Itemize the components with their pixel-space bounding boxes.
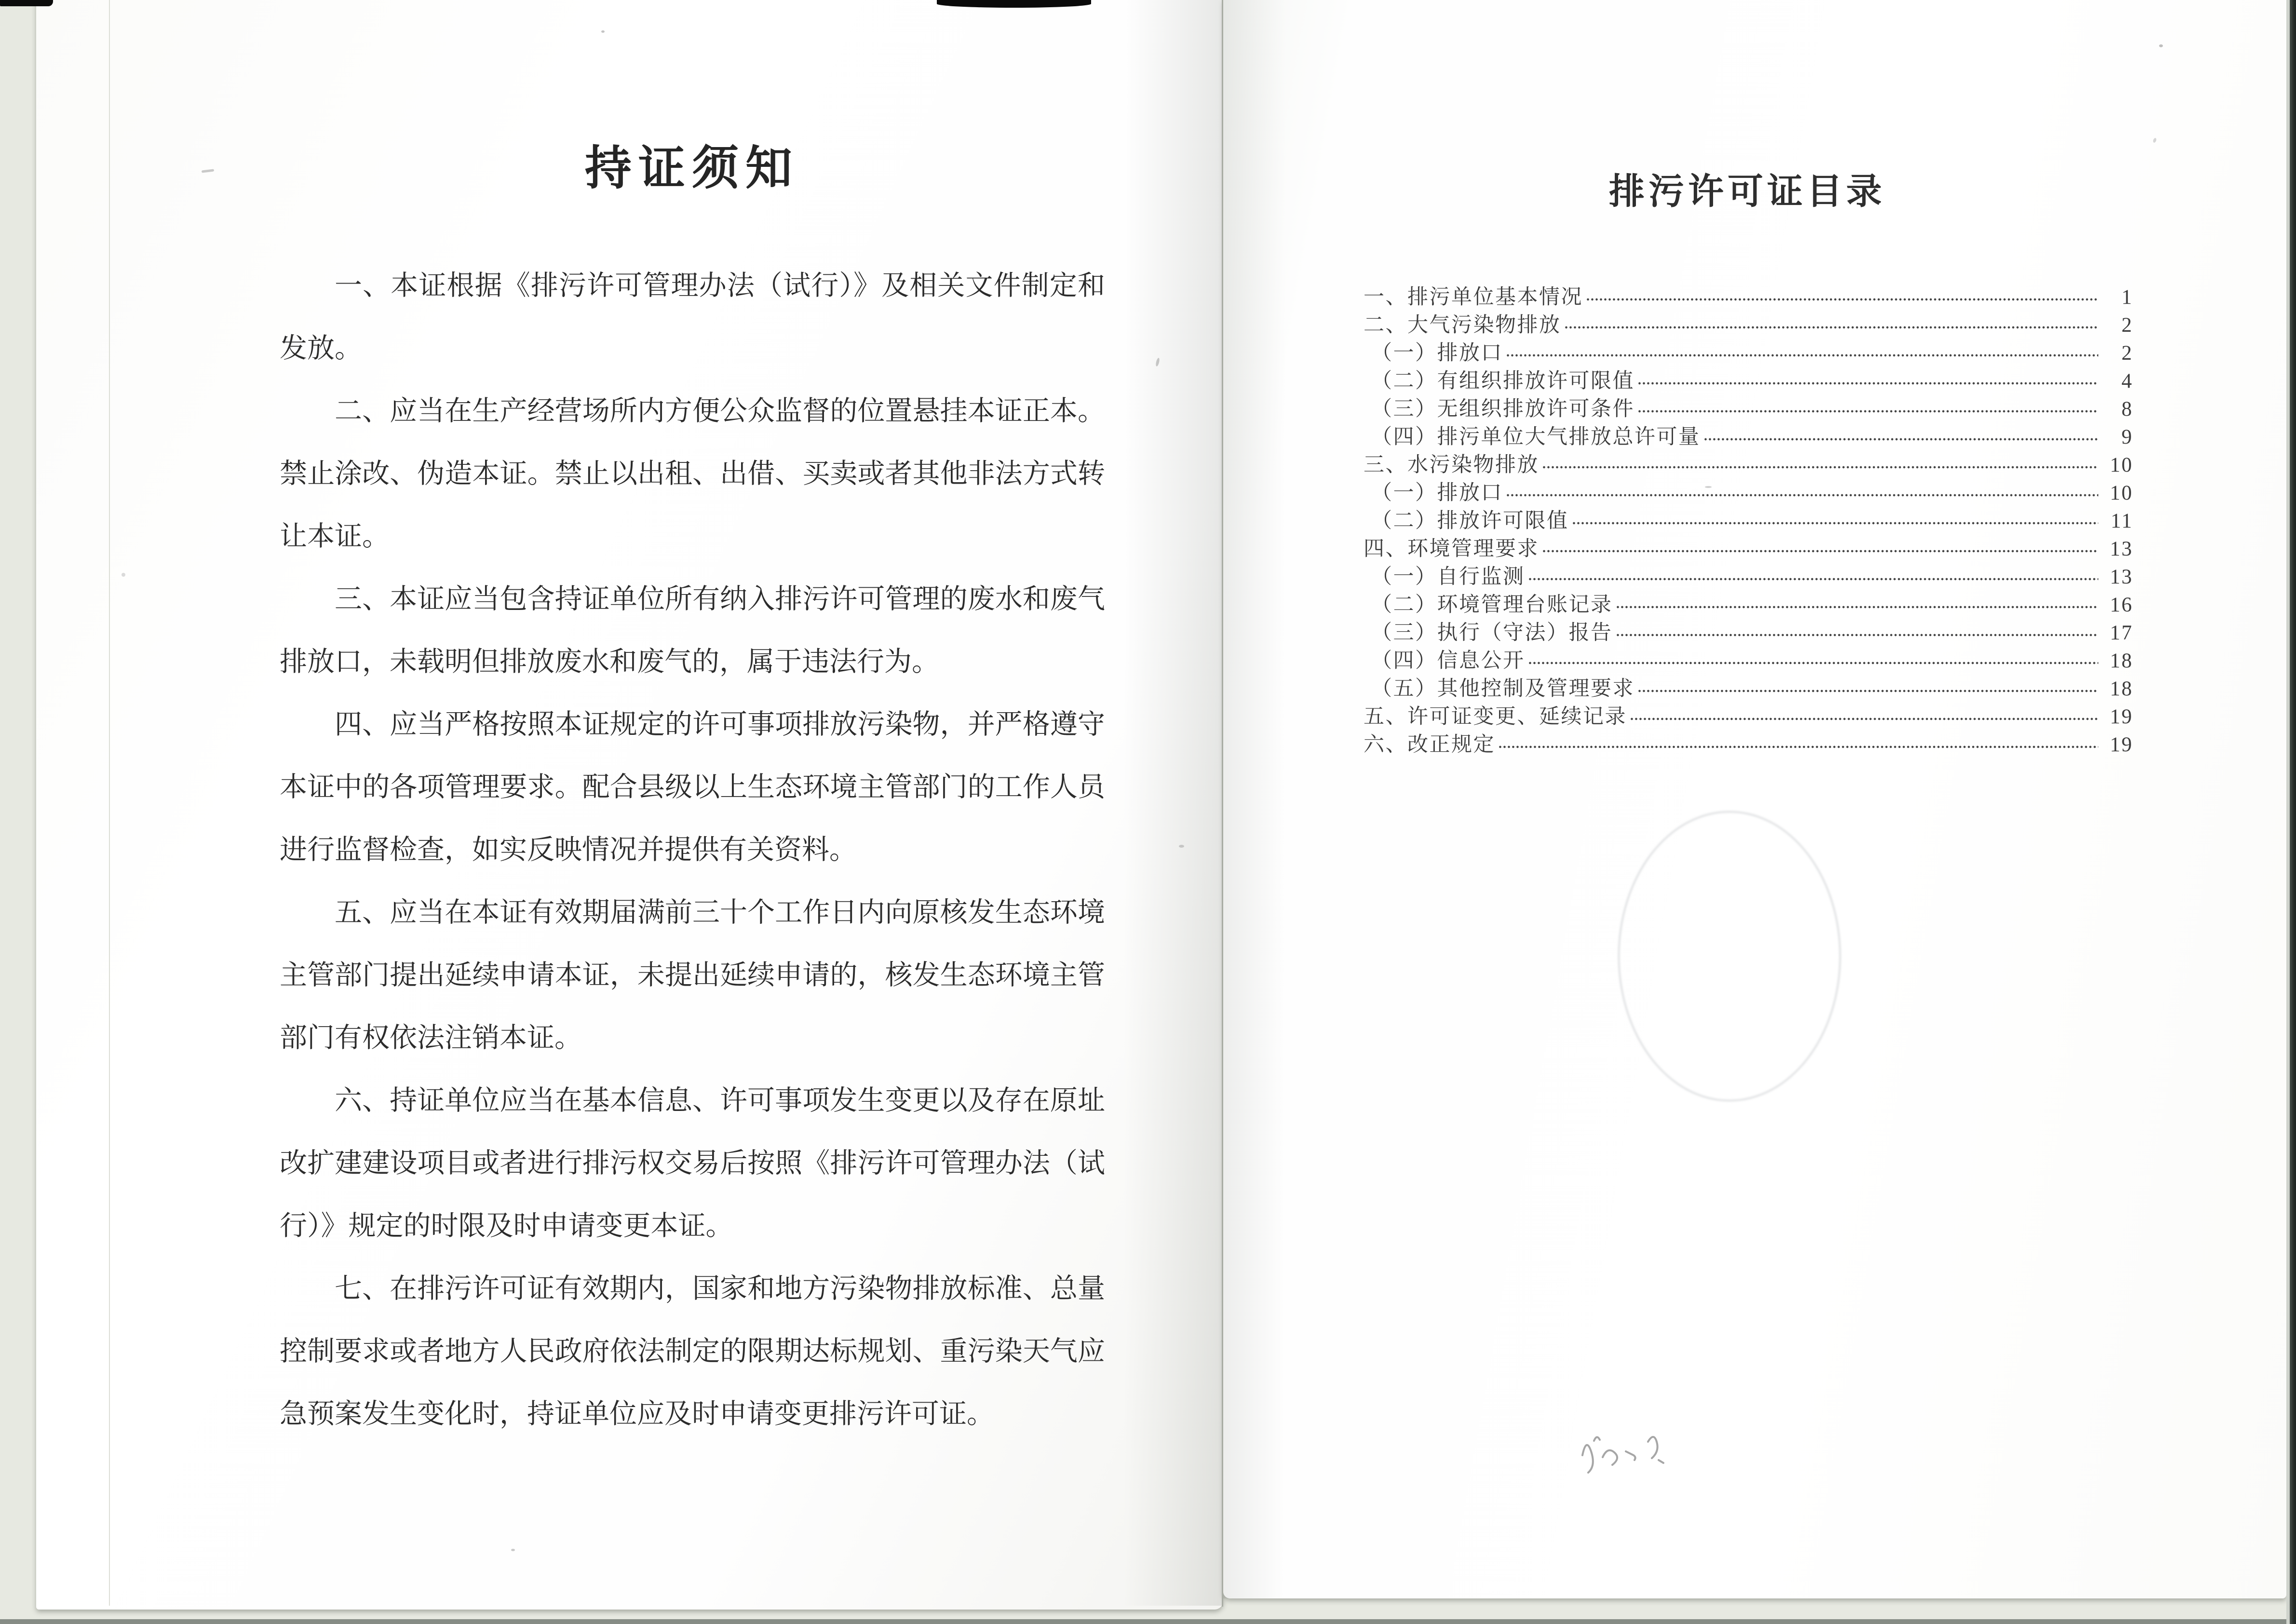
- scan-speck: [1179, 845, 1184, 848]
- under-sheet-edge: [109, 0, 110, 1606]
- notice-paragraphs: [280, 255, 1105, 1446]
- toc-dotted-leader: [1498, 742, 2098, 749]
- notice-title: 持证须知: [585, 142, 799, 194]
- notice-paragraph: 七、在排污许可证有效期内，国家和地方污染物排放标准、总量控制要求或者地方人民政府依法制定的限期达标规划、重污染天气应急预案发生变化时，持证单位应及时申请变更排污许可证。: [280, 1273, 1105, 1429]
- toc-dotted-leader: [1542, 546, 2098, 554]
- toc-entry-label: （一）排放口: [1371, 482, 1503, 504]
- scan-speck: [1705, 486, 1712, 488]
- scan-artifact: [0, 0, 53, 6]
- toc-entry-page-number: 11: [2110, 510, 2133, 532]
- toc-entry-page-number: 10: [2110, 482, 2133, 504]
- scan-speck: [2159, 44, 2163, 47]
- toc-dotted-leader: [1528, 658, 2099, 665]
- toc-entry: [1364, 476, 2133, 504]
- notice-paragraph: 三、本证应当包含持证单位所有纳入排污许可管理的废水和废气排放口，未载明但排放废水和废气的，属于违法行为。: [280, 584, 1105, 677]
- toc-entry-label: （一）排放口: [1371, 342, 1503, 365]
- toc-dotted-leader: [1616, 630, 2099, 637]
- toc-entry-page-number: 2: [2121, 342, 2133, 365]
- toc-dotted-leader: [1703, 434, 2099, 442]
- toc-entry-label: 三、水污染物排放: [1364, 454, 1539, 476]
- toc-entry-label: （二）排放许可限值: [1371, 510, 1569, 532]
- notice-paragraph: 一、本证根据《排污许可管理办法（试行）》及相关文件制定和发放。: [280, 271, 1105, 364]
- toc-dotted-leader: [1630, 714, 2098, 721]
- seal-bleedthrough-circle: [1618, 811, 1841, 1101]
- toc-title: 排污许可证目录: [1609, 172, 1886, 212]
- toc-dotted-leader: [1637, 378, 2098, 386]
- toc-entry: [1364, 504, 2133, 532]
- toc-entry-label: 四、环境管理要求: [1364, 538, 1539, 560]
- toc-entry-page-number: 16: [2110, 594, 2133, 616]
- toc-entry-page-number: 13: [2110, 566, 2133, 588]
- toc-entry-page-number: 18: [2110, 677, 2133, 700]
- toc-entry-page-number: 9: [2121, 426, 2133, 448]
- scan-speck: [601, 30, 605, 33]
- toc-dotted-leader: [1637, 686, 2098, 693]
- right-page-toc: [1223, 0, 2286, 1598]
- toc-dotted-leader: [1528, 574, 2099, 582]
- toc-entry: [1364, 672, 2133, 700]
- page-gutter-line: [1222, 0, 1223, 1607]
- toc-dotted-leader: [1637, 406, 2098, 414]
- notice-paragraph: 五、应当在本证有效期届满前三十个工作日内向原核发生态环境主管部门提出延续申请本证，未提出延续申请的，核发生态环境主管部门有权依法注销本证。: [280, 897, 1105, 1053]
- scanner-bottom-edge: [0, 1619, 2296, 1624]
- toc-entry: [1364, 448, 2133, 476]
- toc-entry: [1364, 560, 2133, 588]
- left-page-notice: [36, 0, 1223, 1610]
- toc-entry: [1364, 337, 2133, 365]
- toc-entry: [1364, 728, 2133, 756]
- toc-entry: [1364, 700, 2133, 728]
- toc-dotted-leader: [1616, 602, 2099, 609]
- toc-dotted-leader: [1542, 462, 2098, 470]
- toc-entry-page-number: 13: [2110, 538, 2133, 560]
- scanner-edge-light: [2286, 0, 2290, 1624]
- toc-entry-label: 二、大气污染物排放: [1364, 314, 1561, 337]
- notice-paragraph: 二、应当在生产经营场所内方便公众监督的位置悬挂本证正本。禁止涂改、伪造本证。禁止以出租、出借、买卖或者其他非法方式转让本证。: [280, 396, 1105, 552]
- toc-entry-label: （三）执行（守法）报告: [1371, 622, 1613, 644]
- notice-paragraph: 四、应当严格按照本证规定的许可事项排放污染物，并严格遵守本证中的各项管理要求。配合县级以上生态环境主管部门的工作人员进行监督检查，如实反映情况并提供有关资料。: [280, 709, 1105, 865]
- toc-entry: [1364, 644, 2133, 672]
- toc-entry: [1364, 588, 2133, 616]
- toc-entry-page-number: 17: [2110, 622, 2133, 644]
- toc-entry: [1364, 365, 2133, 392]
- toc-entry-page-number: 19: [2110, 733, 2133, 756]
- toc-dotted-leader: [1506, 350, 2098, 358]
- toc-entry-page-number: 4: [2121, 370, 2133, 392]
- toc-entry-label: （四）信息公开: [1371, 650, 1525, 672]
- toc-entry: [1364, 616, 2133, 644]
- toc-entry-label: 六、改正规定: [1364, 733, 1495, 756]
- toc-entry-label: （二）环境管理台账记录: [1371, 594, 1613, 616]
- scan-speck: [122, 573, 125, 577]
- notice-paragraph: 六、持证单位应当在基本信息、许可事项发生变更以及存在原址改扩建建设项目或者进行排污权交易后按照《排污许可管理办法（试行）》规定的时限及时申请变更本证。: [280, 1085, 1105, 1241]
- toc-entry-page-number: 10: [2110, 454, 2133, 476]
- toc-dotted-leader: [1506, 490, 2098, 498]
- scanner-edge-dark: [2290, 0, 2296, 1624]
- scan-speck: [511, 1549, 515, 1551]
- toc-list: [1364, 281, 2133, 756]
- toc-entry: [1364, 281, 2133, 309]
- toc-entry-page-number: 2: [2121, 314, 2133, 337]
- toc-dotted-leader: [1572, 518, 2099, 526]
- toc-entry: [1364, 309, 2133, 337]
- toc-entry-label: （二）有组织排放许可限值: [1371, 370, 1634, 392]
- toc-entry-page-number: 19: [2110, 705, 2133, 728]
- toc-entry-label: （四）排污单位大气排放总许可量: [1371, 426, 1701, 448]
- toc-entry: [1364, 532, 2133, 560]
- pencil-smudge: [1576, 1421, 1672, 1479]
- toc-entry-label: 一、排污单位基本情况: [1364, 286, 1583, 309]
- toc-entry-page-number: 8: [2121, 398, 2133, 420]
- toc-entry-label: （五）其他控制及管理要求: [1371, 677, 1634, 700]
- scan-artifact: [937, 0, 1091, 8]
- toc-entry-label: 五、许可证变更、延续记录: [1364, 705, 1627, 728]
- toc-entry-page-number: 1: [2121, 286, 2133, 309]
- toc-dotted-leader: [1586, 294, 2098, 302]
- toc-entry: [1364, 392, 2133, 420]
- toc-entry-label: （三）无组织排放许可条件: [1371, 398, 1634, 420]
- toc-entry-label: （一）自行监测: [1371, 566, 1525, 588]
- toc-entry-page-number: 18: [2110, 650, 2133, 672]
- toc-entry: [1364, 420, 2133, 448]
- toc-dotted-leader: [1564, 322, 2099, 330]
